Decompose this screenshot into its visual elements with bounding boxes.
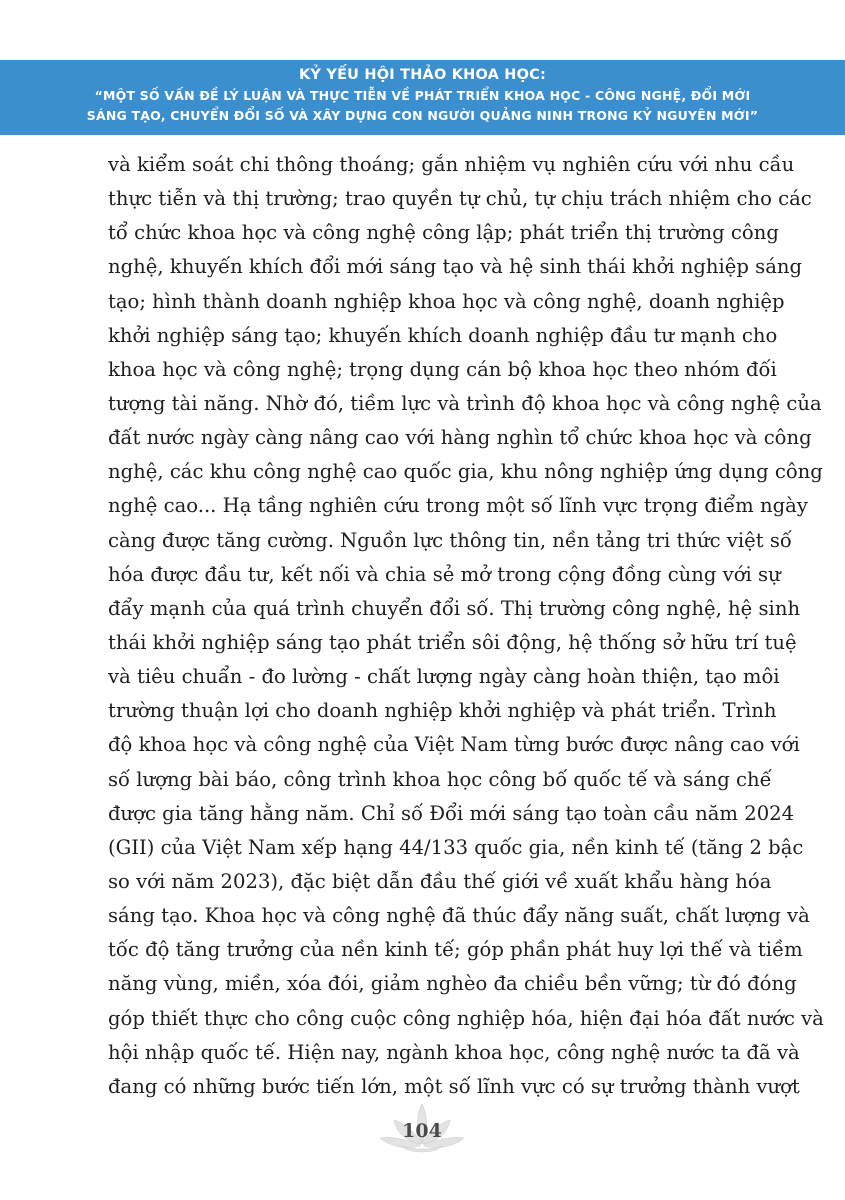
- text-line: tốc độ tăng trưởng của nền kinh tế; góp phần phát huy lợi thế và tiềm: [108, 938, 803, 962]
- text-line: đang có những bước tiến lớn, một số lĩnh vực có sự trưởng thành vượt: [108, 1074, 800, 1098]
- text-line: thực tiễn và thị trường; trao quyền tự chủ, tự chịu trách nhiệm cho các: [108, 187, 812, 211]
- text-line: so với năm 2023), đặc biệt dẫn đầu thế giới về xuất khẩu hàng hóa: [108, 869, 772, 893]
- text-line: trường thuận lợi cho doanh nghiệp khởi nghiệp và phát triển. Trình: [108, 699, 777, 723]
- text-line: tổ chức khoa học và công nghệ công lập; phát triển thị trường công: [108, 221, 779, 245]
- page-number: 104: [402, 1120, 442, 1142]
- text-line: càng được tăng cường. Nguồn lực thông tin, nền tảng tri thức việt số: [108, 528, 792, 552]
- text-line: hóa được đầu tư, kết nối và chia sẻ mở trong cộng đồng cùng với sự: [108, 562, 781, 586]
- header-banner: [0, 60, 845, 135]
- text-line: và kiểm soát chi thông thoáng; gắn nhiệm vụ nghiên cứu với nhu cầu: [108, 153, 795, 176]
- text-line: nghệ cao... Hạ tầng nghiên cứu trong một số lĩnh vực trọng điểm ngày: [108, 494, 808, 518]
- text-line: được gia tăng hằng năm. Chỉ số Đổi mới sáng tạo toàn cầu năm 2024: [108, 801, 795, 825]
- text-line: tượng tài năng. Nhờ đó, tiềm lực và trình độ khoa học và công nghệ của: [108, 391, 822, 415]
- text-line: nghệ, khuyến khích đổi mới sáng tạo và hệ sinh thái khởi nghiệp sáng: [108, 255, 803, 279]
- text-line: năng vùng, miền, xóa đói, giảm nghèo đa chiều bền vững; từ đó đóng: [108, 972, 797, 996]
- text-line: khoa học và công nghệ; trọng dụng cán bộ khoa học theo nhóm đối: [108, 357, 777, 381]
- text-line: thái khởi nghiệp sáng tạo phát triển sôi động, hệ thống sở hữu trí tuệ: [108, 630, 797, 654]
- text-line: (GII) của Việt Nam xếp hạng 44/133 quốc gia, nền kinh tế (tăng 2 bậc: [108, 835, 804, 859]
- text-line: hội nhập quốc tế. Hiện nay, ngành khoa học, công nghệ nước ta đã và: [108, 1040, 800, 1064]
- page-footer: [0, 1100, 845, 1160]
- text-line: góp thiết thực cho công cuộc công nghiệp hóa, hiện đại hóa đất nước và: [108, 1006, 824, 1030]
- text-line: đất nước ngày càng nâng cao với hàng nghìn tổ chức khoa học và công: [108, 426, 812, 450]
- conference-subtitle-line-1: “MỘT SỐ VẤN ĐỀ LÝ LUẬN VÀ THỰC TIỄN VỀ PHÁT TRIỂN KHOA HỌC - CÔNG NGHỆ, ĐỔI MỚI: [94, 88, 751, 103]
- text-line: số lượng bài báo, công trình khoa học công bố quốc tế và sáng chế: [108, 767, 772, 791]
- conference-subtitle-line-2: SÁNG TẠO, CHUYỂN ĐỔI SỐ VÀ XÂY DỰNG CON NGƯỜI QUẢNG NINH TRONG KỶ NGUYÊN MỚI”: [86, 108, 759, 123]
- text-line: nghệ, các khu công nghệ cao quốc gia, khu nông nghiệp ứng dụng công: [108, 460, 823, 484]
- text-line: tạo; hình thành doanh nghiệp khoa học và công nghệ, doanh nghiệp: [108, 289, 785, 313]
- text-line: sáng tạo. Khoa học và công nghệ đã thúc đẩy năng suất, chất lượng và: [108, 904, 810, 928]
- text-line: khởi nghiệp sáng tạo; khuyến khích doanh nghiệp đầu tư mạnh cho: [108, 323, 778, 347]
- text-line: đẩy mạnh của quá trình chuyển đổi số. Thị trường công nghệ, hệ sinh: [108, 596, 801, 620]
- text-line: và tiêu chuẩn - đo lường - chất lượng ngày càng hoàn thiện, tạo môi: [108, 665, 780, 689]
- text-line: độ khoa học và công nghệ của Việt Nam từng bước được nâng cao với: [108, 733, 800, 757]
- proceedings-title: KỶ YẾU HỘI THẢO KHOA HỌC:: [298, 67, 547, 83]
- body-paragraph: [108, 148, 824, 1104]
